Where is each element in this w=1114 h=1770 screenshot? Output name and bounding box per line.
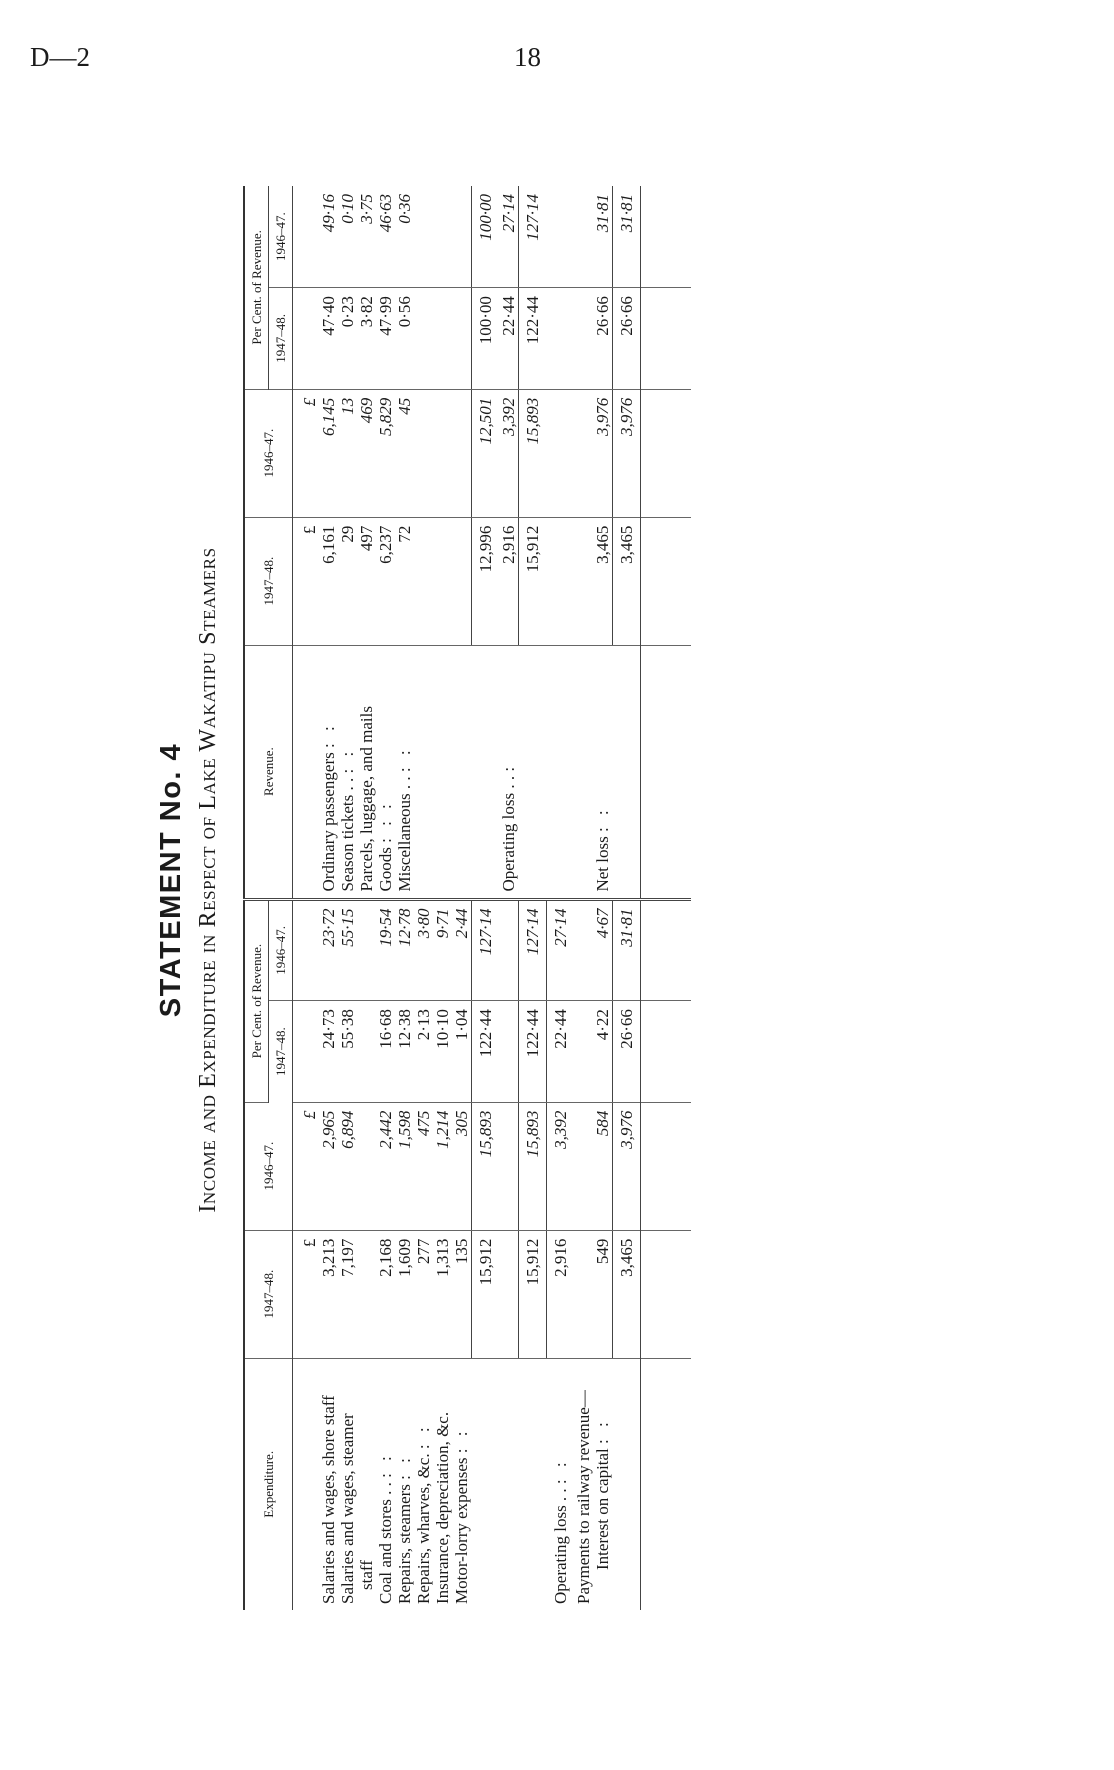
rev-total-pct-1947: 122·44 bbox=[519, 288, 547, 390]
rev-subtotal-1947: 12,996 bbox=[472, 517, 500, 645]
table-tail bbox=[641, 186, 692, 1610]
col-rev-pct-1946: 1946–47. bbox=[269, 186, 293, 288]
exp-total-1947: 15,912 bbox=[519, 1230, 547, 1358]
exp-1947: 1,313 bbox=[433, 1230, 452, 1358]
exp-oploss-pct-1946: 27·14 bbox=[547, 899, 575, 1001]
currency-symbol: £ bbox=[293, 389, 320, 517]
exp-1946: 1,598 bbox=[395, 1102, 414, 1230]
rev-1947: 29 bbox=[338, 517, 357, 645]
exp-oploss-pct-1947: 22·44 bbox=[547, 1001, 575, 1103]
exp-pct-1947: 2·13 bbox=[414, 1001, 433, 1103]
rev-1946: 6,145 bbox=[319, 389, 338, 517]
exp-subtotal-1946: 15,893 bbox=[472, 1102, 500, 1230]
exp-1946: 6,894 bbox=[338, 1102, 357, 1230]
subtotal-row bbox=[472, 186, 500, 1610]
exp-total-pct-1947: 122·44 bbox=[519, 1001, 547, 1103]
table-row bbox=[338, 186, 357, 1610]
header-row-1 bbox=[244, 186, 269, 1610]
exp-interest-1947: 549 bbox=[593, 1230, 613, 1358]
rev-1946: 469 bbox=[357, 389, 376, 517]
exp-pct-1947: 12·38 bbox=[395, 1001, 414, 1103]
col-expenditure: Expenditure. bbox=[244, 1358, 293, 1610]
rev-grand-1947: 3,465 bbox=[613, 517, 641, 645]
exp-1947: 277 bbox=[414, 1230, 433, 1358]
exp-pct-1946: 55·15 bbox=[338, 899, 357, 1001]
table-row bbox=[376, 186, 395, 1610]
total-row bbox=[613, 186, 641, 1610]
rev-pct-1947: 3·82 bbox=[357, 288, 376, 390]
rev-oploss-1947: 2,916 bbox=[499, 517, 519, 645]
table-row bbox=[319, 186, 338, 1610]
rev-1947: 497 bbox=[357, 517, 376, 645]
exp-interest-1946: 584 bbox=[593, 1102, 613, 1230]
currency-symbol: £ bbox=[293, 1102, 320, 1230]
exp-subtotal-1947: 15,912 bbox=[472, 1230, 500, 1358]
exp-grand-1947: 3,465 bbox=[613, 1230, 641, 1358]
income-expenditure-table bbox=[243, 186, 691, 1610]
exp-1947: 135 bbox=[452, 1230, 472, 1358]
exp-grand-pct-1946: 31·81 bbox=[613, 899, 641, 1001]
operating-loss-row bbox=[547, 186, 575, 1610]
rev-pct-1947: 0·23 bbox=[338, 288, 357, 390]
rev-pct-1946: 46·63 bbox=[376, 186, 395, 288]
col-exp-1947: 1947–48. bbox=[244, 1230, 293, 1358]
subtotal-row bbox=[519, 186, 547, 1610]
rev-pct-1946: 49·16 bbox=[319, 186, 338, 288]
exp-pct-1947: 24·73 bbox=[319, 1001, 338, 1103]
rev-1946: 45 bbox=[395, 389, 414, 517]
rev-label: Operating loss . . : bbox=[499, 645, 519, 899]
exp-grand-1946: 3,976 bbox=[613, 1102, 641, 1230]
rev-total-1947: 15,912 bbox=[519, 517, 547, 645]
rev-oploss-1946: 3,392 bbox=[499, 389, 519, 517]
rev-pct-1946: 3·75 bbox=[357, 186, 376, 288]
table-row bbox=[452, 186, 472, 1610]
exp-grand-pct-1947: 26·66 bbox=[613, 1001, 641, 1103]
exp-label: Insurance, depreciation, &c. bbox=[433, 1411, 452, 1604]
rev-total-1946: 15,893 bbox=[519, 389, 547, 517]
rev-label: Ordinary passengers : : bbox=[319, 645, 338, 899]
exp-pct-1947: 10·10 bbox=[433, 1001, 452, 1103]
exp-pct-1947: 1·04 bbox=[452, 1001, 472, 1103]
rev-netloss-1947: 3,465 bbox=[593, 517, 613, 645]
exp-1946: 475 bbox=[414, 1102, 433, 1230]
col-rev-pct: Per Cent. of Revenue. bbox=[244, 186, 269, 389]
rev-label: Season tickets . . : : bbox=[338, 645, 357, 899]
currency-row bbox=[293, 186, 320, 1610]
table-row bbox=[414, 186, 433, 1610]
rev-total-pct-1946: 127·14 bbox=[519, 186, 547, 288]
exp-interest-pct-1946: 4·67 bbox=[593, 899, 613, 1001]
col-exp-1946: 1946–47. bbox=[244, 1102, 293, 1230]
rev-subtotal-pct-1946: 100·00 bbox=[472, 186, 500, 288]
exp-pct-1947: 16·68 bbox=[376, 1001, 395, 1103]
rev-subtotal-pct-1947: 100·00 bbox=[472, 288, 500, 390]
rev-netloss-pct-1946: 31·81 bbox=[593, 186, 613, 288]
exp-label: Payments to railway revenue— bbox=[574, 1390, 593, 1604]
exp-1946: 1,214 bbox=[433, 1102, 452, 1230]
exp-1947: 2,168 bbox=[376, 1230, 395, 1358]
exp-oploss-1946: 3,392 bbox=[547, 1102, 575, 1230]
rev-1946: 5,829 bbox=[376, 389, 395, 517]
rev-oploss-pct-1946: 27·14 bbox=[499, 186, 519, 288]
page-header-code: D—2 bbox=[30, 42, 90, 72]
exp-label: Salaries and wages, steamer bbox=[338, 1413, 357, 1604]
rev-1947: 72 bbox=[395, 517, 414, 645]
exp-1946: 2,442 bbox=[376, 1102, 395, 1230]
col-revenue: Revenue. bbox=[244, 645, 293, 899]
rev-label: Goods : : : bbox=[376, 645, 395, 899]
rev-label: Miscellaneous . . : : bbox=[395, 645, 414, 899]
exp-subtotal-pct-1947: 122·44 bbox=[472, 1001, 500, 1103]
rev-netloss-1946: 3,976 bbox=[593, 389, 613, 517]
rev-netloss-pct-1947: 26·66 bbox=[593, 288, 613, 390]
rev-pct-1946: 0·10 bbox=[338, 186, 357, 288]
rev-pct-1946: 0·36 bbox=[395, 186, 414, 288]
table-row bbox=[395, 186, 414, 1610]
rev-pct-1947: 47·99 bbox=[376, 288, 395, 390]
interest-row bbox=[593, 186, 613, 1610]
col-rev-1946: 1946–47. bbox=[244, 389, 293, 517]
exp-total-1946: 15,893 bbox=[519, 1102, 547, 1230]
rev-label: Parcels, luggage, and mails bbox=[357, 645, 376, 899]
exp-label: Interest on capital : : bbox=[593, 1418, 612, 1570]
col-exp-pct-1947: 1947–48. bbox=[269, 1001, 293, 1103]
rev-grand-1946: 3,976 bbox=[613, 389, 641, 517]
exp-label: Salaries and wages, shore staff bbox=[319, 1395, 338, 1604]
exp-label: staff bbox=[357, 1560, 376, 1590]
table-row bbox=[433, 186, 452, 1610]
exp-label: Motor-lorry expenses : : bbox=[452, 1427, 471, 1604]
exp-pct-1946: 3·80 bbox=[414, 899, 433, 1001]
page-number: 18 bbox=[514, 42, 541, 72]
exp-subtotal-pct-1946: 127·14 bbox=[472, 899, 500, 1001]
exp-label: Operating loss . . : : bbox=[550, 1458, 570, 1604]
exp-pct-1947: 55·38 bbox=[338, 1001, 357, 1103]
exp-interest-pct-1947: 4·22 bbox=[593, 1001, 613, 1103]
table-row bbox=[357, 186, 376, 1610]
col-rev-1947: 1947–48. bbox=[244, 517, 293, 645]
col-rev-pct-1947: 1947–48. bbox=[269, 288, 293, 390]
payments-row bbox=[574, 186, 593, 1610]
rev-pct-1947: 0·56 bbox=[395, 288, 414, 390]
exp-1946: 2,965 bbox=[319, 1102, 338, 1230]
exp-oploss-1947: 2,916 bbox=[547, 1230, 575, 1358]
rev-subtotal-1946: 12,501 bbox=[472, 389, 500, 517]
rev-grand-pct-1947: 26·66 bbox=[613, 288, 641, 390]
rev-1947: 6,161 bbox=[319, 517, 338, 645]
exp-label: Repairs, wharves, &c. : : bbox=[414, 1423, 433, 1604]
exp-pct-1946: 2·44 bbox=[452, 899, 472, 1001]
exp-1947: 7,197 bbox=[338, 1230, 357, 1358]
exp-pct-1946: 12·78 bbox=[395, 899, 414, 1001]
col-exp-pct-1946: 1946–47. bbox=[269, 899, 293, 1001]
rotated-statement bbox=[75, 110, 1075, 1650]
exp-1946: 305 bbox=[452, 1102, 472, 1230]
rev-label: Net loss : : bbox=[593, 645, 613, 899]
operating-loss-revenue-row bbox=[499, 186, 519, 1610]
exp-total-pct-1946: 127·14 bbox=[519, 899, 547, 1001]
rev-grand-pct-1946: 31·81 bbox=[613, 186, 641, 288]
rev-1947: 6,237 bbox=[376, 517, 395, 645]
exp-pct-1946: 23·72 bbox=[319, 899, 338, 1001]
exp-pct-1946: 9·71 bbox=[433, 899, 452, 1001]
exp-label: Repairs, steamers : : bbox=[395, 1454, 414, 1604]
currency-symbol: £ bbox=[293, 517, 320, 645]
exp-1947: 3,213 bbox=[319, 1230, 338, 1358]
rev-oploss-pct-1947: 22·44 bbox=[499, 288, 519, 390]
exp-1947: 1,609 bbox=[395, 1230, 414, 1358]
exp-pct-1946: 19·54 bbox=[376, 899, 395, 1001]
rev-1946: 13 bbox=[338, 389, 357, 517]
col-exp-pct: Per Cent. of Revenue. bbox=[244, 899, 269, 1102]
rev-pct-1947: 47·40 bbox=[319, 288, 338, 390]
statement-subtitle: Income and Expenditure in Respect of Lake Wakatipu Steamers bbox=[195, 547, 221, 1213]
currency-symbol: £ bbox=[293, 1230, 320, 1358]
exp-label: Coal and stores . . : : bbox=[376, 1452, 395, 1604]
statement-title: STATEMENT No. 4 bbox=[155, 742, 187, 1018]
